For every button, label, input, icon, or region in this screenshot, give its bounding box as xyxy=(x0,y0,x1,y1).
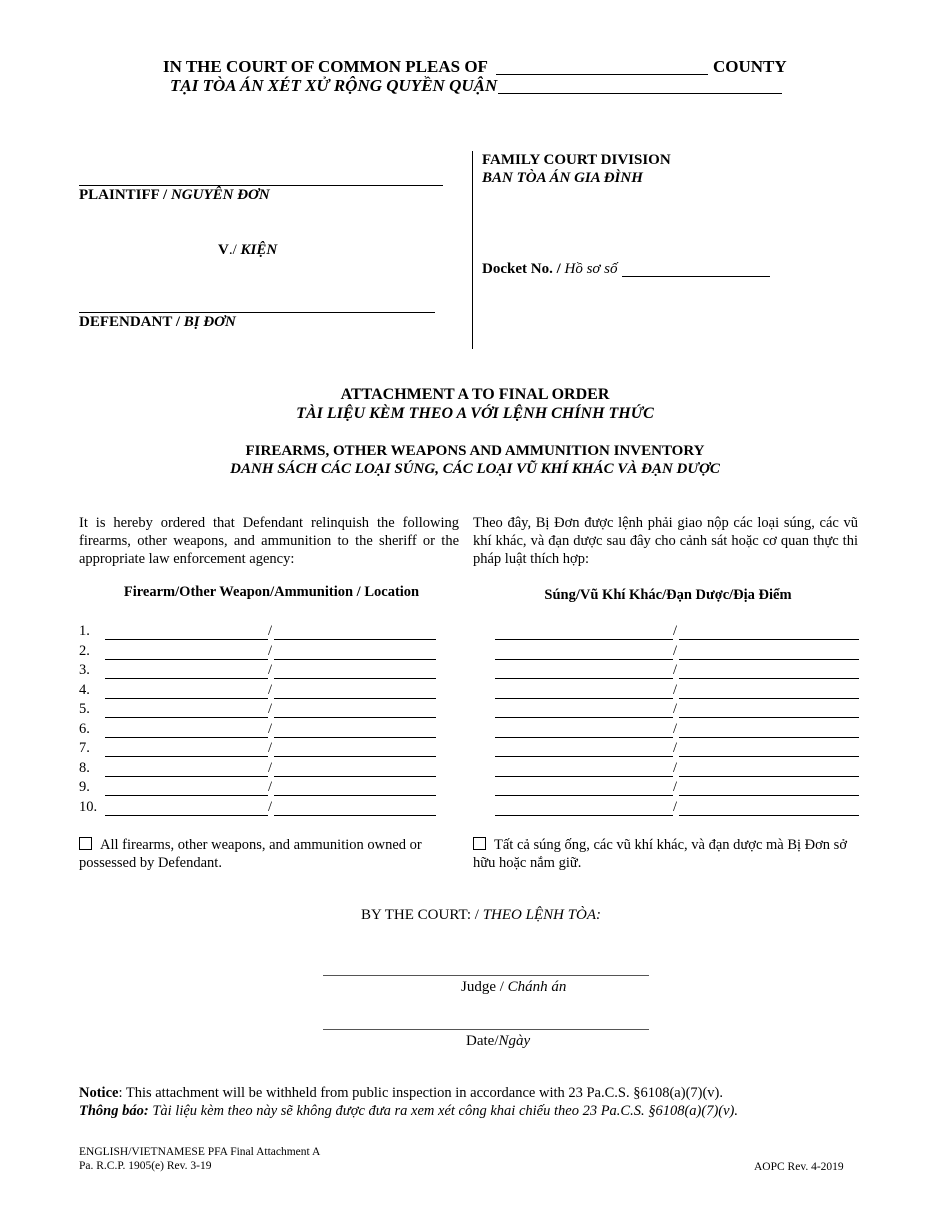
all-weapons-checkbox[interactable] xyxy=(79,837,92,850)
weapon-field-vi[interactable] xyxy=(495,795,673,796)
location-field-vi[interactable] xyxy=(679,815,859,816)
field-separator: / xyxy=(268,721,273,737)
inventory-row-number: 10. xyxy=(79,799,98,815)
weapon-field-vi[interactable] xyxy=(495,756,673,757)
location-field-vi[interactable] xyxy=(679,776,859,777)
inventory-row-number: 1. xyxy=(79,623,90,639)
location-field[interactable] xyxy=(274,659,436,660)
division-vi: BAN TÒA ÁN GIA ĐÌNH xyxy=(482,170,643,186)
column-header-vi: Súng/Vũ Khí Khác/Đạn Dược/Địa Điểm xyxy=(544,587,792,603)
inventory-title-en: FIREARMS, OTHER WEAPONS AND AMMUNITION INVENTORY xyxy=(245,443,705,459)
field-separator-vi: / xyxy=(673,662,678,678)
location-field[interactable] xyxy=(274,717,436,718)
weapon-field[interactable] xyxy=(105,756,268,757)
field-separator: / xyxy=(268,779,273,795)
field-separator: / xyxy=(268,799,273,815)
location-field[interactable] xyxy=(274,776,436,777)
inventory-row-number: 3. xyxy=(79,662,90,678)
location-field-vi[interactable] xyxy=(679,717,859,718)
weapon-field[interactable] xyxy=(105,815,268,816)
weapon-field[interactable] xyxy=(105,639,268,640)
column-header-en: Firearm/Other Weapon/Ammunition / Location xyxy=(123,584,420,600)
inventory-row-number: 7. xyxy=(79,740,90,756)
inventory-row-number: 5. xyxy=(79,701,90,717)
field-separator-vi: / xyxy=(673,682,678,698)
attachment-title-vi: TÀI LIỆU KÈM THEO A VỚI LỆNH CHÍNH THỨC xyxy=(296,405,654,422)
defendant-line[interactable] xyxy=(79,312,435,313)
inventory-row-number: 6. xyxy=(79,721,90,737)
location-field-vi[interactable] xyxy=(679,678,859,679)
location-field[interactable] xyxy=(274,795,436,796)
weapon-field-vi[interactable] xyxy=(495,815,673,816)
field-separator-vi: / xyxy=(673,643,678,659)
notice-en: Notice: This attachment will be withheld from public inspection in accordance with 23 Pa.C.S. §6108(a)(7)(v). xyxy=(79,1085,724,1101)
judge-signature-line[interactable] xyxy=(323,975,649,976)
weapon-field-vi[interactable] xyxy=(495,659,673,660)
judge-label: Judge / Chánh án xyxy=(461,979,567,995)
location-field-vi[interactable] xyxy=(679,698,859,699)
all-weapons-label: All firearms, other weapons, and ammunition owned or possessed by Defendant. xyxy=(79,837,422,871)
weapon-field[interactable] xyxy=(105,698,268,699)
court-title-en: IN THE COURT OF COMMON PLEAS OF xyxy=(163,57,488,76)
field-separator: / xyxy=(268,760,273,776)
county-label: COUNTY xyxy=(713,57,787,76)
location-field[interactable] xyxy=(274,698,436,699)
county-name-line[interactable] xyxy=(496,74,708,75)
attachment-title-en: ATTACHMENT A TO FINAL ORDER xyxy=(340,386,610,403)
docket-label: Docket No. / Hồ sơ số xyxy=(482,261,618,277)
weapon-field[interactable] xyxy=(105,717,268,718)
defendant-label: DEFENDANT / BỊ ĐƠN xyxy=(79,314,236,330)
all-weapons-option-en[interactable] xyxy=(79,836,444,872)
county-name-line-vi[interactable] xyxy=(498,93,782,94)
weapon-field[interactable] xyxy=(105,678,268,679)
inventory-row-number: 8. xyxy=(79,760,90,776)
location-field[interactable] xyxy=(274,815,436,816)
inventory-row-number: 9. xyxy=(79,779,90,795)
date-label: Date/Ngày xyxy=(466,1033,531,1049)
inventory-title-vi: DANH SÁCH CÁC LOẠI SÚNG, CÁC LOẠI VŨ KHÍ KHÁC VÀ ĐẠN DƯỢC xyxy=(230,461,720,477)
field-separator-vi: / xyxy=(673,701,678,717)
notice-vi: Thông báo: Tài liệu kèm theo này sẽ không được đưa ra xem xét công khai chiếu theo 23 Pa.C.S. §6108(a)(7)(v). xyxy=(79,1103,738,1119)
field-separator: / xyxy=(268,643,273,659)
weapon-field[interactable] xyxy=(105,795,268,796)
weapon-field[interactable] xyxy=(105,737,268,738)
court-title-vi: TẠI TÒA ÁN XÉT XỬ RỘNG QUYỀN QUẬN xyxy=(170,76,498,95)
location-field-vi[interactable] xyxy=(679,737,859,738)
weapon-field-vi[interactable] xyxy=(495,717,673,718)
weapon-field-vi[interactable] xyxy=(495,776,673,777)
inventory-row-number: 4. xyxy=(79,682,90,698)
footer-rule: Pa. R.C.P. 1905(e) Rev. 3-19 xyxy=(79,1160,212,1172)
field-separator: / xyxy=(268,662,273,678)
date-line[interactable] xyxy=(323,1029,649,1030)
field-separator: / xyxy=(268,623,273,639)
field-separator-vi: / xyxy=(673,740,678,756)
field-separator-vi: / xyxy=(673,721,678,737)
field-separator-vi: / xyxy=(673,623,678,639)
field-separator: / xyxy=(268,682,273,698)
location-field-vi[interactable] xyxy=(679,639,859,640)
weapon-field[interactable] xyxy=(105,659,268,660)
order-text-vi: Theo đây, Bị Đơn được lệnh phải giao nộp các loại súng, các vũ khí khác, và đạn dược sau đây cho cảnh sát hoặc cơ quan thực thi pháp luật thích hợp: xyxy=(473,515,858,567)
plaintiff-line[interactable] xyxy=(79,185,443,186)
location-field-vi[interactable] xyxy=(679,795,859,796)
location-field[interactable] xyxy=(274,737,436,738)
versus-label: V./ KIỆN xyxy=(218,242,278,258)
docket-number-line[interactable] xyxy=(622,276,770,277)
location-field-vi[interactable] xyxy=(679,659,859,660)
field-separator: / xyxy=(268,701,273,717)
location-field[interactable] xyxy=(274,678,436,679)
plaintiff-label: PLAINTIFF / NGUYÊN ĐƠN xyxy=(79,187,270,203)
all-weapons-label-vi: Tất cả súng ống, các vũ khí khác, và đạn dược mà Bị Đơn sở hữu hoặc nắm giữ. xyxy=(473,837,847,871)
by-the-court: BY THE COURT: / THEO LỆNH TÒA: xyxy=(361,907,602,923)
field-separator-vi: / xyxy=(673,760,678,776)
all-weapons-option-vi[interactable] xyxy=(473,836,863,872)
field-separator: / xyxy=(268,740,273,756)
weapon-field[interactable] xyxy=(105,776,268,777)
location-field[interactable] xyxy=(274,756,436,757)
weapon-field-vi[interactable] xyxy=(495,639,673,640)
inventory-row-number: 2. xyxy=(79,643,90,659)
weapon-field-vi[interactable] xyxy=(495,737,673,738)
field-separator-vi: / xyxy=(673,779,678,795)
footer-revision: AOPC Rev. 4-2019 xyxy=(754,1161,844,1173)
footer-form-name: ENGLISH/VIETNAMESE PFA Final Attachment A xyxy=(79,1146,321,1158)
weapon-field-vi[interactable] xyxy=(495,698,673,699)
weapon-field-vi[interactable] xyxy=(495,678,673,679)
order-text-en: It is hereby ordered that Defendant relinquish the following firearms, other weapons, and ammunition to the sheriff or the appropriate law enforcement agency: xyxy=(79,515,459,567)
location-field[interactable] xyxy=(274,639,436,640)
all-weapons-checkbox-vi[interactable] xyxy=(473,837,486,850)
field-separator-vi: / xyxy=(673,799,678,815)
division-en: FAMILY COURT DIVISION xyxy=(482,152,671,168)
location-field-vi[interactable] xyxy=(679,756,859,757)
caption-divider xyxy=(472,151,473,349)
